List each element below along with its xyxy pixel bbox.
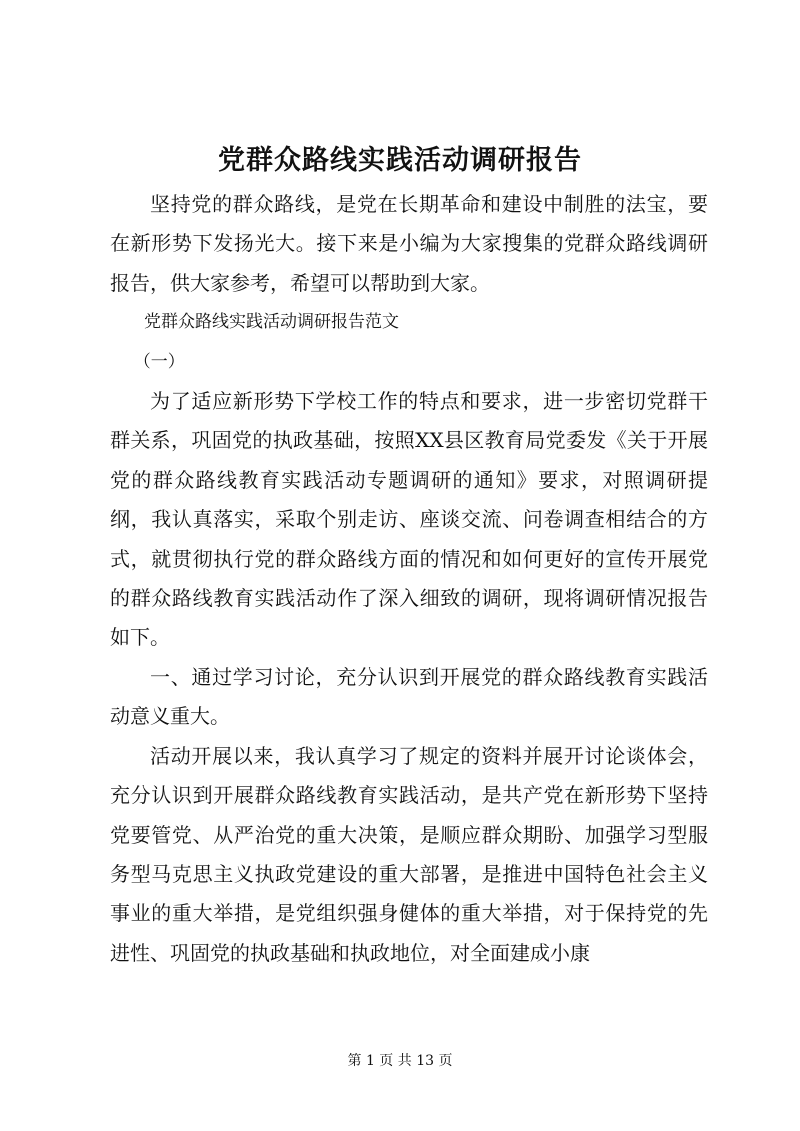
paragraph-activity: 活动开展以来，我认真学习了规定的资料并展开讨论谈体会，充分认识到开展群众路线教育实践活动，是共产党在新形势下坚持党要管党、从严治党的重大决策，是顺应群众期盼、加强学习型服务型马克思主义执政党建设的重大部署，是推进中国特色社会主义事业的重大举措，是党组织强身健体的重大举措，对于保持党的先进性、巩固党的执政基础和执政地位，对全面建成小康 [110, 743, 708, 965]
paragraph-subtitle: 党群众路线实践活动调研报告范文 [144, 312, 399, 333]
document-title: 党群众路线实践活动调研报告 [218, 145, 582, 176]
paragraph-background: 为了适应新形势下学校工作的特点和要求，进一步密切党群干群关系，巩固党的执政基础，按照XX县区教育局党委发《关于开展党的群众路线教育实践活动专题调研的通知》要求，对照调研提纲，我认真落实，采取个别走访、座谈交流、问卷调查相结合的方式，就贯彻执行党的群众路线方面的情况和如何更好的宣传开展党的群众路线教育实践活动作了深入细致的调研，现将调研情况报告如下。 [110, 389, 708, 650]
paragraph-intro: 坚持党的群众路线，是党在长期革命和建设中制胜的法宝，要在新形势下发扬光大。接下来是小编为大家搜集的党群众路线调研报告，供大家参考，希望可以帮助到大家。 [110, 192, 708, 295]
document-body [110, 185, 708, 973]
page-footer: 第 1 页 共 13 页 [347, 1053, 453, 1069]
paragraph-heading-one: 一、通过学习讨论，充分认识到开展党的群众路线教育实践活动意义重大。 [110, 664, 708, 729]
paragraph-section-number: （一） [133, 351, 185, 372]
